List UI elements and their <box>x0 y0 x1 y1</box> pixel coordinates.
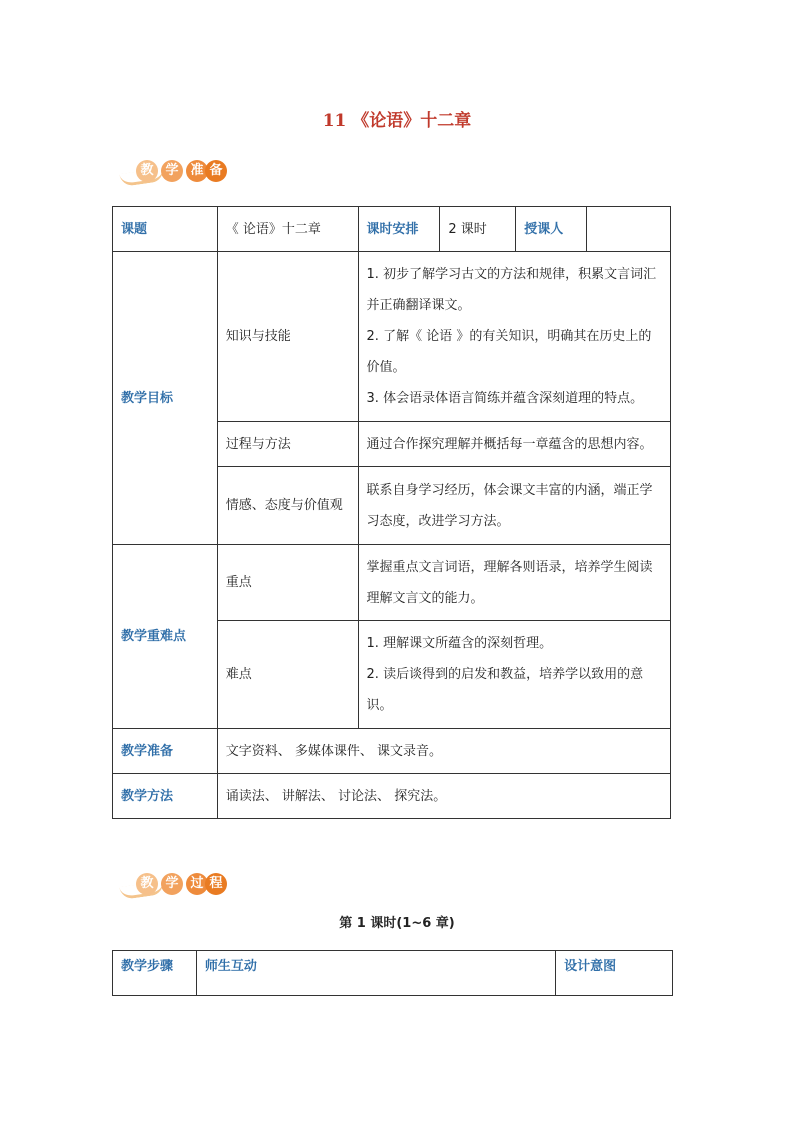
lesson-plan-table <box>112 206 671 819</box>
badge-char: 程 <box>205 873 227 895</box>
difficulty-label: 教学重难点 <box>113 545 218 729</box>
teacher-value <box>587 207 671 252</box>
method-label: 教学方法 <box>113 774 218 819</box>
topic-value: 《 论语》十二章 <box>217 207 358 252</box>
badge-char: 教 <box>136 873 158 895</box>
interaction-header: 师生互动 <box>196 951 555 996</box>
knowledge-label: 知识与技能 <box>217 252 358 422</box>
badge-char: 准 <box>186 160 208 182</box>
hard-label: 难点 <box>217 621 358 729</box>
badge-char: 学 <box>161 873 183 895</box>
badge-char: 学 <box>161 160 183 182</box>
hard-item: 1. 理解课文所蕴含的深刻哲理。 <box>366 636 553 651</box>
section-badge-process <box>120 871 230 899</box>
page-title: 11 《论语》十二章 <box>322 111 472 131</box>
key-value: 掌握重点文言词语，理解各则语录，培养学生阅读理解文言文的能力。 <box>358 545 670 621</box>
emotion-value: 联系自身学习经历，体会课文丰富的内涵，端正学习态度，改进学习方法。 <box>358 467 670 545</box>
process-label: 过程与方法 <box>217 422 358 467</box>
prep-label: 教学准备 <box>113 729 218 774</box>
schedule-label: 课时安排 <box>358 207 440 252</box>
knowledge-item: 3. 体会语录体语言简练并蕴含深刻道理的特点。 <box>366 391 644 406</box>
intent-header: 设计意图 <box>556 951 673 996</box>
hard-content <box>358 621 670 729</box>
knowledge-item: 2. 了解《 论语 》的有关知识，明确其在历史上的价值。 <box>366 329 652 375</box>
knowledge-item: 1. 初步了解学习古文的方法和规律，积累文言词汇并正确翻译课文。 <box>366 267 657 313</box>
topic-label: 课题 <box>113 207 218 252</box>
hard-item: 2. 读后谈得到的启发和教益，培养学以致用的意识。 <box>366 667 644 713</box>
step-header: 教学步骤 <box>113 951 197 996</box>
knowledge-content <box>358 252 670 422</box>
schedule-value: 2 课时 <box>440 207 516 252</box>
key-label: 重点 <box>217 545 358 621</box>
prep-value: 文字资料、 多媒体课件、 课文录音。 <box>217 729 670 774</box>
lesson-subtitle: 第 1 课时(1~6 章) <box>339 916 455 931</box>
badge-char: 教 <box>136 160 158 182</box>
teacher-label: 授课人 <box>516 207 587 252</box>
section-badge-prep <box>120 158 230 186</box>
process-value: 通过合作探究理解并概括每一章蕴含的思想内容。 <box>358 422 670 467</box>
goals-label: 教学目标 <box>113 252 218 545</box>
method-value: 诵读法、 讲解法、 讨论法、 探究法。 <box>217 774 670 819</box>
emotion-label: 情感、态度与价值观 <box>217 467 358 545</box>
process-table <box>112 950 673 996</box>
badge-char: 备 <box>205 160 227 182</box>
badge-char: 过 <box>186 873 208 895</box>
